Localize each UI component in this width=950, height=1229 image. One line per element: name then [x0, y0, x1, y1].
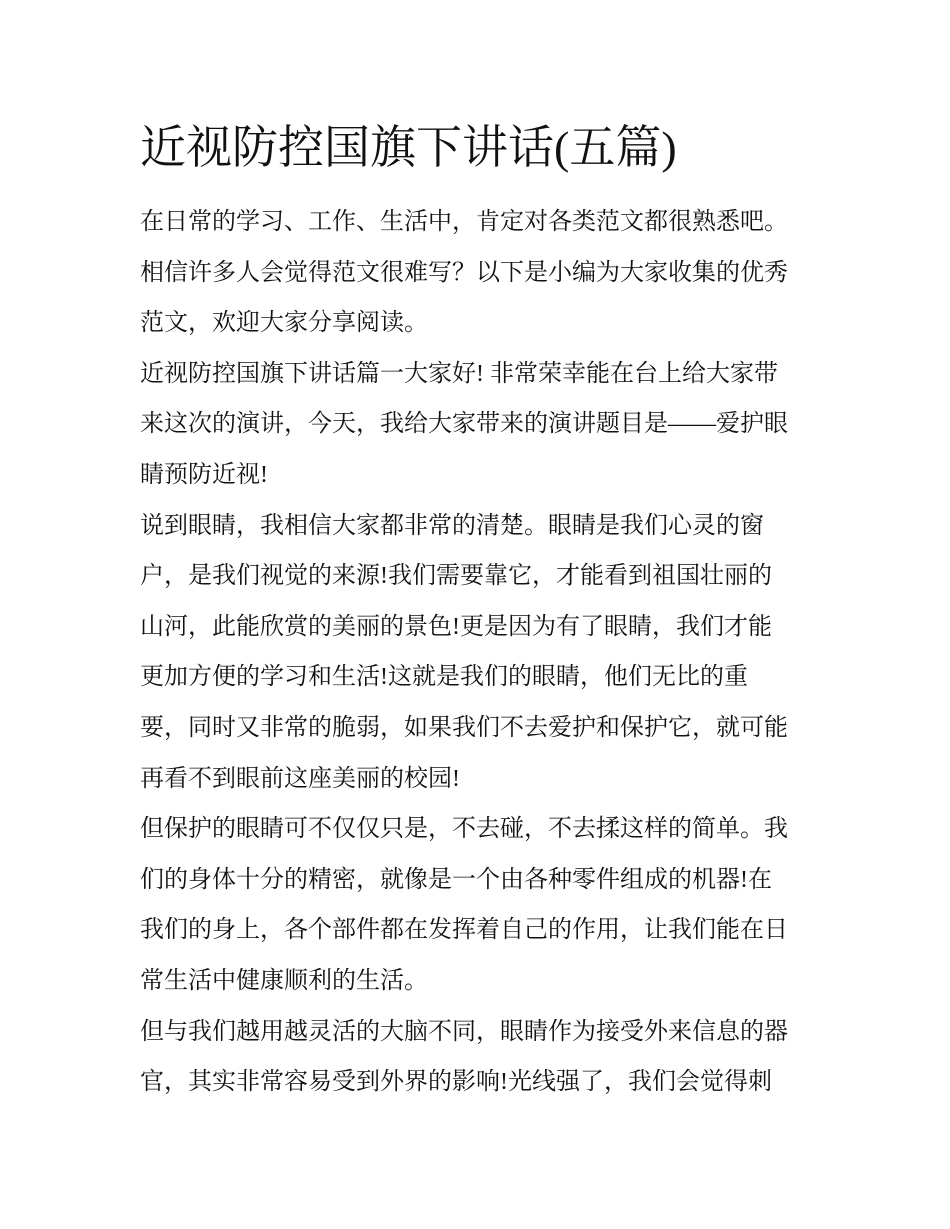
text-line: 睛预防近视! — [140, 461, 268, 488]
text-line: 官，其实非常容易受到外界的影响!光线强了，我们会觉得刺 — [140, 1069, 772, 1096]
document-body — [140, 197, 840, 1108]
document-title: 近视防控国旗下讲话(五篇) — [140, 122, 677, 173]
text-line: 再看不到眼前这座美丽的校园! — [140, 765, 460, 792]
text-line: 说到眼睛，我相信大家都非常的清楚。眼睛是我们心灵的窗 — [140, 512, 764, 539]
text-line: 但与我们越用越灵活的大脑不同，眼睛作为接受外来信息的器 — [140, 1018, 788, 1045]
text-line: 近视防控国旗下讲话篇一大家好! 非常荣幸能在台上给大家带 — [140, 360, 778, 387]
text-line: 常生活中健康顺利的生活。 — [140, 967, 428, 994]
text-line: 范文，欢迎大家分享阅读。 — [140, 310, 428, 337]
text-line: 更加方便的学习和生活!这就是我们的眼睛，他们无比的重 — [140, 664, 748, 691]
text-line: 在日常的学习、工作、生活中，肯定对各类范文都很熟悉吧。 — [140, 209, 788, 235]
text-line: 要，同时又非常的脆弱，如果我们不去爱护和保护它，就可能 — [140, 714, 788, 741]
text-line: 但保护的眼睛可不仅仅只是，不去碰，不去揉这样的简单。我 — [140, 816, 788, 843]
text-line: 来这次的演讲，今天，我给大家带来的演讲题目是——爱护眼 — [140, 411, 788, 438]
text-line: 我们的身上，各个部件都在发挥着自己的作用，让我们能在日 — [140, 917, 788, 944]
text-line: 相信许多人会觉得范文很难写？以下是小编为大家收集的优秀 — [140, 259, 788, 286]
text-line: 山河，此能欣赏的美丽的景色!更是因为有了眼睛，我们才能 — [140, 613, 772, 640]
text-line: 们的身体十分的精密，就像是一个由各种零件组成的机器!在 — [140, 866, 772, 893]
text-line: 户，是我们视觉的来源!我们需要靠它，才能看到祖国壮丽的 — [140, 563, 772, 590]
